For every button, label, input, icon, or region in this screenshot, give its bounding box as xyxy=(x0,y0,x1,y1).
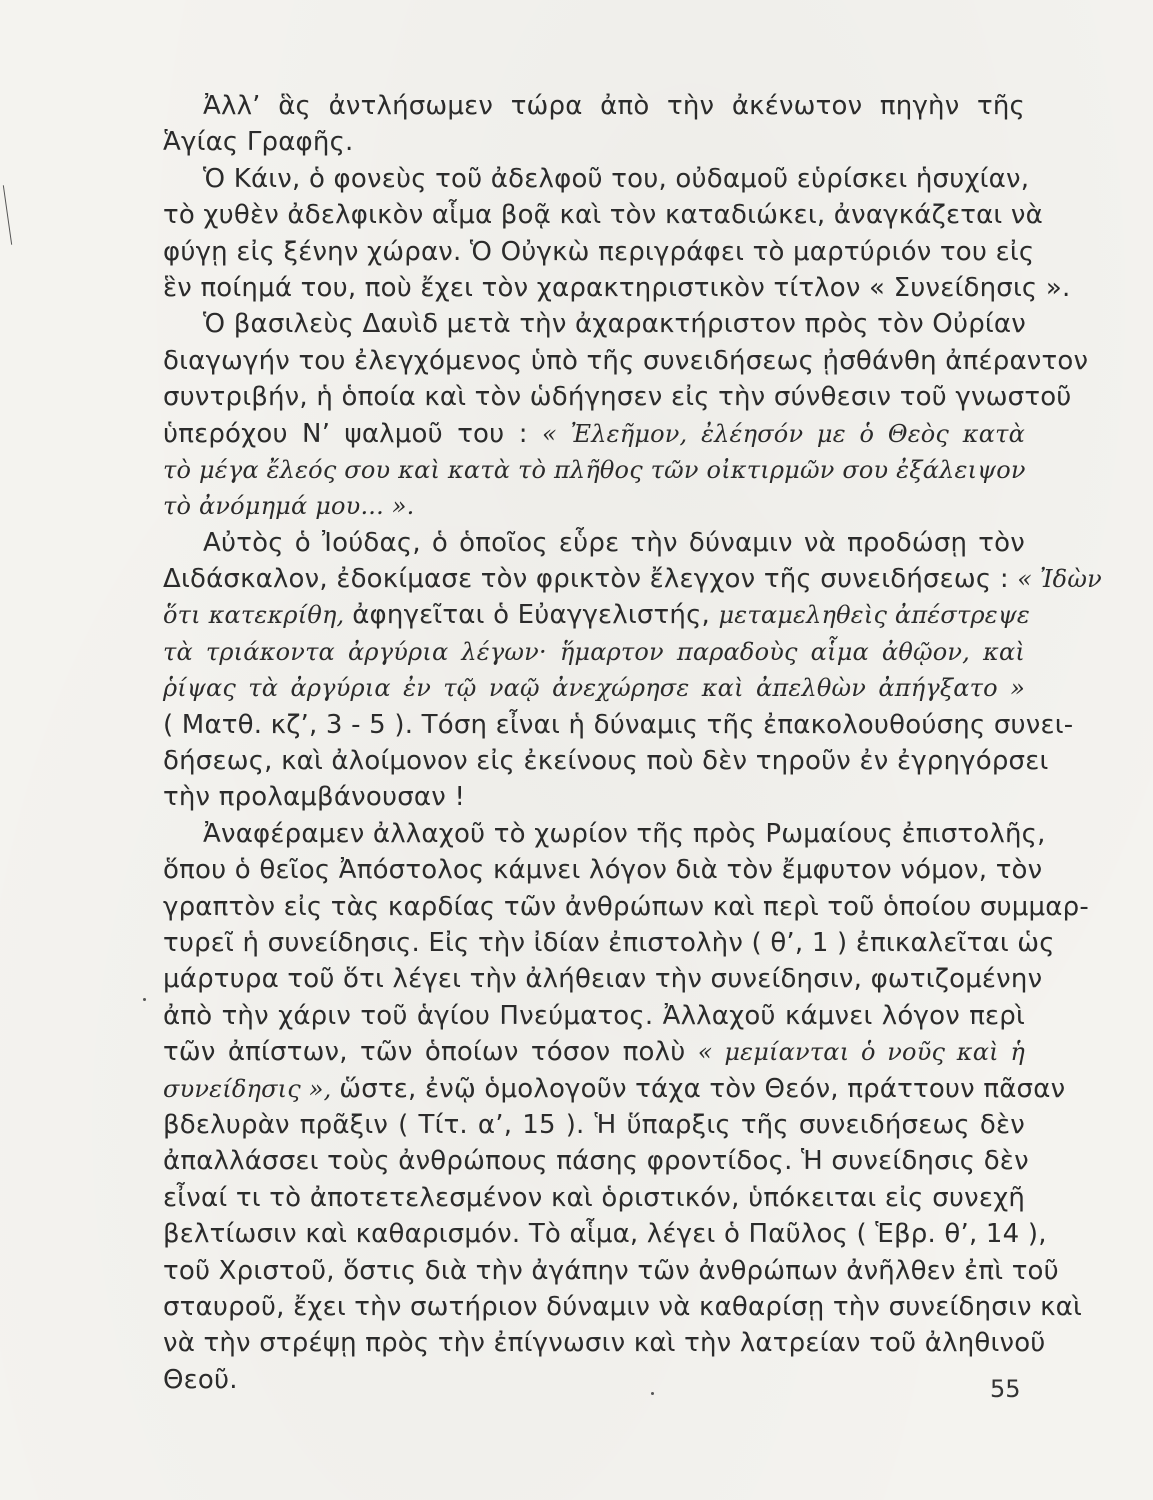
text-run: συντριβήν, ἡ ὁποία καὶ τὸν ὡδήγησεν εἰς τὴν σύνθεσιν τοῦ γνωστοῦ xyxy=(163,382,1072,413)
text-line xyxy=(163,234,1035,270)
text-run: Διδάσκαλον, ἐδοκίμασε τὸν φρικτὸν ἔλεγχον τῆς συνειδήσεως : xyxy=(163,564,1018,595)
text-line xyxy=(163,597,1030,633)
text-run: τὸ χυθὲν ἀδελφικὸν αἷμα βοᾷ καὶ τὸν καταδιώκει, ἀναγκάζεται νὰ xyxy=(163,200,1043,231)
body-text xyxy=(163,88,1102,1398)
text-run: τοῦ Χριστοῦ, ὅστις διὰ τὴν ἀγάπην τῶν ἀνθρώπων ἀνῆλθεν ἐπὶ τοῦ xyxy=(163,1255,1059,1286)
text-line xyxy=(163,379,1072,415)
text-line xyxy=(163,1325,1046,1361)
text-run: ἀπὸ τὴν χάριν τοῦ ἁγίου Πνεύματος. Ἀλλαχοῦ κάμνει λόγον περὶ xyxy=(163,1000,1025,1031)
italic-quote: μεταμεληθεὶς ἀπέστρεψε xyxy=(718,601,1030,630)
text-run: Ἀλλ’ ἃς ἀντλήσωμεν τώρα ἀπὸ τὴν ἀκένωτον πηγὴν τῆς xyxy=(203,91,1025,121)
text-line xyxy=(163,452,1025,488)
text-run: Αὐτὸς ὁ Ἰούδας, ὁ ὁποῖος εὗρε τὴν δύναμιν νὰ προδώσῃ τὸν xyxy=(203,527,1025,558)
text-line xyxy=(163,124,1025,160)
text-line xyxy=(163,1034,1025,1070)
text-run: Ὁ Κάιν, ὁ φονεὺς τοῦ ἀδελφοῦ του, οὐδαμοῦ εὑρίσκει ἡσυχίαν, xyxy=(203,163,1030,194)
text-run: ὅπου ὁ θεῖος Ἀπόστολος κάμνει λόγον διὰ τὸν ἔμφυτον νόμον, τὸν xyxy=(163,855,1043,886)
text-run: διαγωγήν του ἐλεγχόμενος ὑπὸ τῆς συνειδήσεως ᾐσθάνθη ἀπέραντον xyxy=(163,345,1089,376)
text-line xyxy=(163,816,1046,852)
text-line xyxy=(163,1253,1059,1289)
text-run: ἓν ποίημά του, ποὺ ἔχει τὸν χαρακτηριστικὸν τίτλον « Συνείδησις ». xyxy=(163,272,1071,303)
italic-quote: ῥίψας τὰ ἀργύρια ἐν τῷ ναῷ ἀνεχώρησε καὶ ἀπελθὼν ἀπήγξατο » xyxy=(163,674,1025,703)
text-run: Ὁ βασιλεὺς Δαυὶδ μετὰ τὴν ἀχαρακτήριστον πρὸς τὸν Οὐρίαν xyxy=(203,309,1026,340)
text-line xyxy=(163,416,1025,452)
text-line xyxy=(163,306,1025,342)
text-run: ὥστε, ἐνῷ ὁμολογοῦν τάχα τὸν Θεόν, πράττουν πᾶσαν xyxy=(339,1073,1066,1104)
text-run: ἀφηγεῖται ὁ Εὐαγγελιστής, xyxy=(352,600,719,631)
text-line xyxy=(163,779,1025,815)
text-line xyxy=(163,1180,1025,1216)
text-line xyxy=(163,743,1049,779)
text-run: τυρεῖ ἡ συνείδησις. Εἰς τὴν ἰδίαν ἐπιστολὴν ( θ’, 1 ) ἐπικαλεῖται ὡς xyxy=(163,927,1055,958)
text-line xyxy=(163,161,1030,197)
text-run: Ἁγίας Γραφῆς. xyxy=(163,127,354,158)
text-run: νὰ τὴν στρέψῃ πρὸς τὴν ἐπίγνωσιν καὶ τὴν λατρείαν τοῦ ἀληθινοῦ xyxy=(163,1328,1046,1359)
text-line xyxy=(163,1143,1029,1179)
italic-quote: τὸ μέγα ἔλεός σου καὶ κατὰ τὸ πλῆθος τῶν οἰκτιρμῶν σου ἐξάλειψον xyxy=(163,455,1026,484)
text-run: σταυροῦ, ἔχει τὴν σωτήριον δύναμιν νὰ καθαρίσῃ τὴν συνείδησιν καὶ xyxy=(163,1291,1083,1322)
text-line xyxy=(163,1362,1025,1398)
text-run: μάρτυρα τοῦ ὅτι λέγει τὴν ἀλήθειαν τὴν συνείδησιν, φωτιζομένην xyxy=(163,964,1043,995)
text-line xyxy=(163,488,1025,524)
text-line xyxy=(163,961,1043,997)
text-line xyxy=(163,343,1089,379)
italic-quote: τὰ τριάκοντα ἀργύρια λέγων· ἥμαρτον παραδοὺς αἷμα ἀθῷον, καὶ xyxy=(163,637,1025,666)
margin-dot xyxy=(143,998,146,1001)
text-run: δήσεως, καὶ ἀλοίμονον εἰς ἐκείνους ποὺ δὲν τηροῦν ἐν ἐγρηγόρσει xyxy=(163,746,1049,777)
italic-quote: ὅτι κατεκρίθη, xyxy=(163,601,353,630)
italic-quote: « μεμίανται ὁ νοῦς καὶ ἡ xyxy=(697,1038,1025,1067)
text-line xyxy=(163,88,1025,124)
text-line xyxy=(163,852,1043,888)
text-run: εἶναί τι τὸ ἀποτετελεσμένον καὶ ὁριστικόν, ὑπόκειται εἰς συνεχῆ xyxy=(163,1182,1025,1213)
text-line xyxy=(163,998,1025,1034)
margin-mark xyxy=(2,185,14,245)
text-line xyxy=(163,1071,1066,1107)
text-run: γραπτὸν εἰς τὰς καρδίας τῶν ἀνθρώπων καὶ περὶ τοῦ ὁποίου συμμαρ- xyxy=(163,891,1089,922)
italic-quote: « Ἰδὼν xyxy=(1017,565,1102,594)
italic-quote: « Ἐλεῆμον, ἐλέησόν με ὁ Θεὸς κατὰ xyxy=(542,419,1025,448)
text-run: φύγῃ εἰς ξένην χώραν. Ὁ Οὐγκὼ περιγράφει τὸ μαρτύριόν του εἰς xyxy=(163,236,1035,267)
text-run: βελτίωσιν καὶ καθαρισμόν. Τὸ αἷμα, λέγει ὁ Παῦλος ( Ἑβρ. θ’, 14 ), xyxy=(163,1219,1047,1250)
text-line xyxy=(163,889,1089,925)
text-run: ἀπαλλάσσει τοὺς ἀνθρώπους πάσης φροντίδος. Ἡ συνείδησις δὲν xyxy=(163,1146,1029,1177)
text-run: Ἀναφέραμεν ἀλλαχοῦ τὸ χωρίον τῆς πρὸς Ρωμαίους ἐπιστολῆς, xyxy=(203,818,1046,849)
text-line xyxy=(163,1216,1047,1252)
page-number: 55 xyxy=(990,1375,1021,1403)
text-run: Θεοῦ. xyxy=(163,1364,238,1395)
text-line xyxy=(163,270,1071,306)
text-line xyxy=(163,197,1043,233)
text-run: ( Ματθ. κζ’, 3 - 5 ). Τόση εἶναι ἡ δύναμις τῆς ἐπακολουθούσης συνει- xyxy=(163,709,1074,740)
text-run: ὑπερόχου Ν’ ψαλμοῦ του : xyxy=(163,418,542,449)
text-line xyxy=(163,561,1102,597)
text-line xyxy=(163,925,1055,961)
text-run: βδελυρὰν πρᾶξιν ( Τίτ. α’, 15 ). Ἡ ὕπαρξις τῆς συνειδήσεως δὲν xyxy=(163,1109,1025,1140)
text-line xyxy=(163,634,1025,670)
italic-quote: τὸ ἀνόμημά μου... ». xyxy=(163,492,415,521)
text-line xyxy=(163,670,1025,706)
text-line xyxy=(163,525,1025,561)
text-run: τὴν προλαμβάνουσαν ! xyxy=(163,782,466,813)
text-line xyxy=(163,1107,1025,1143)
italic-quote: συνείδησις », xyxy=(163,1074,340,1103)
text-line xyxy=(163,1289,1083,1325)
text-line xyxy=(163,707,1074,743)
text-run: τῶν ἀπίστων, τῶν ὁποίων τόσον πολὺ xyxy=(163,1037,698,1068)
